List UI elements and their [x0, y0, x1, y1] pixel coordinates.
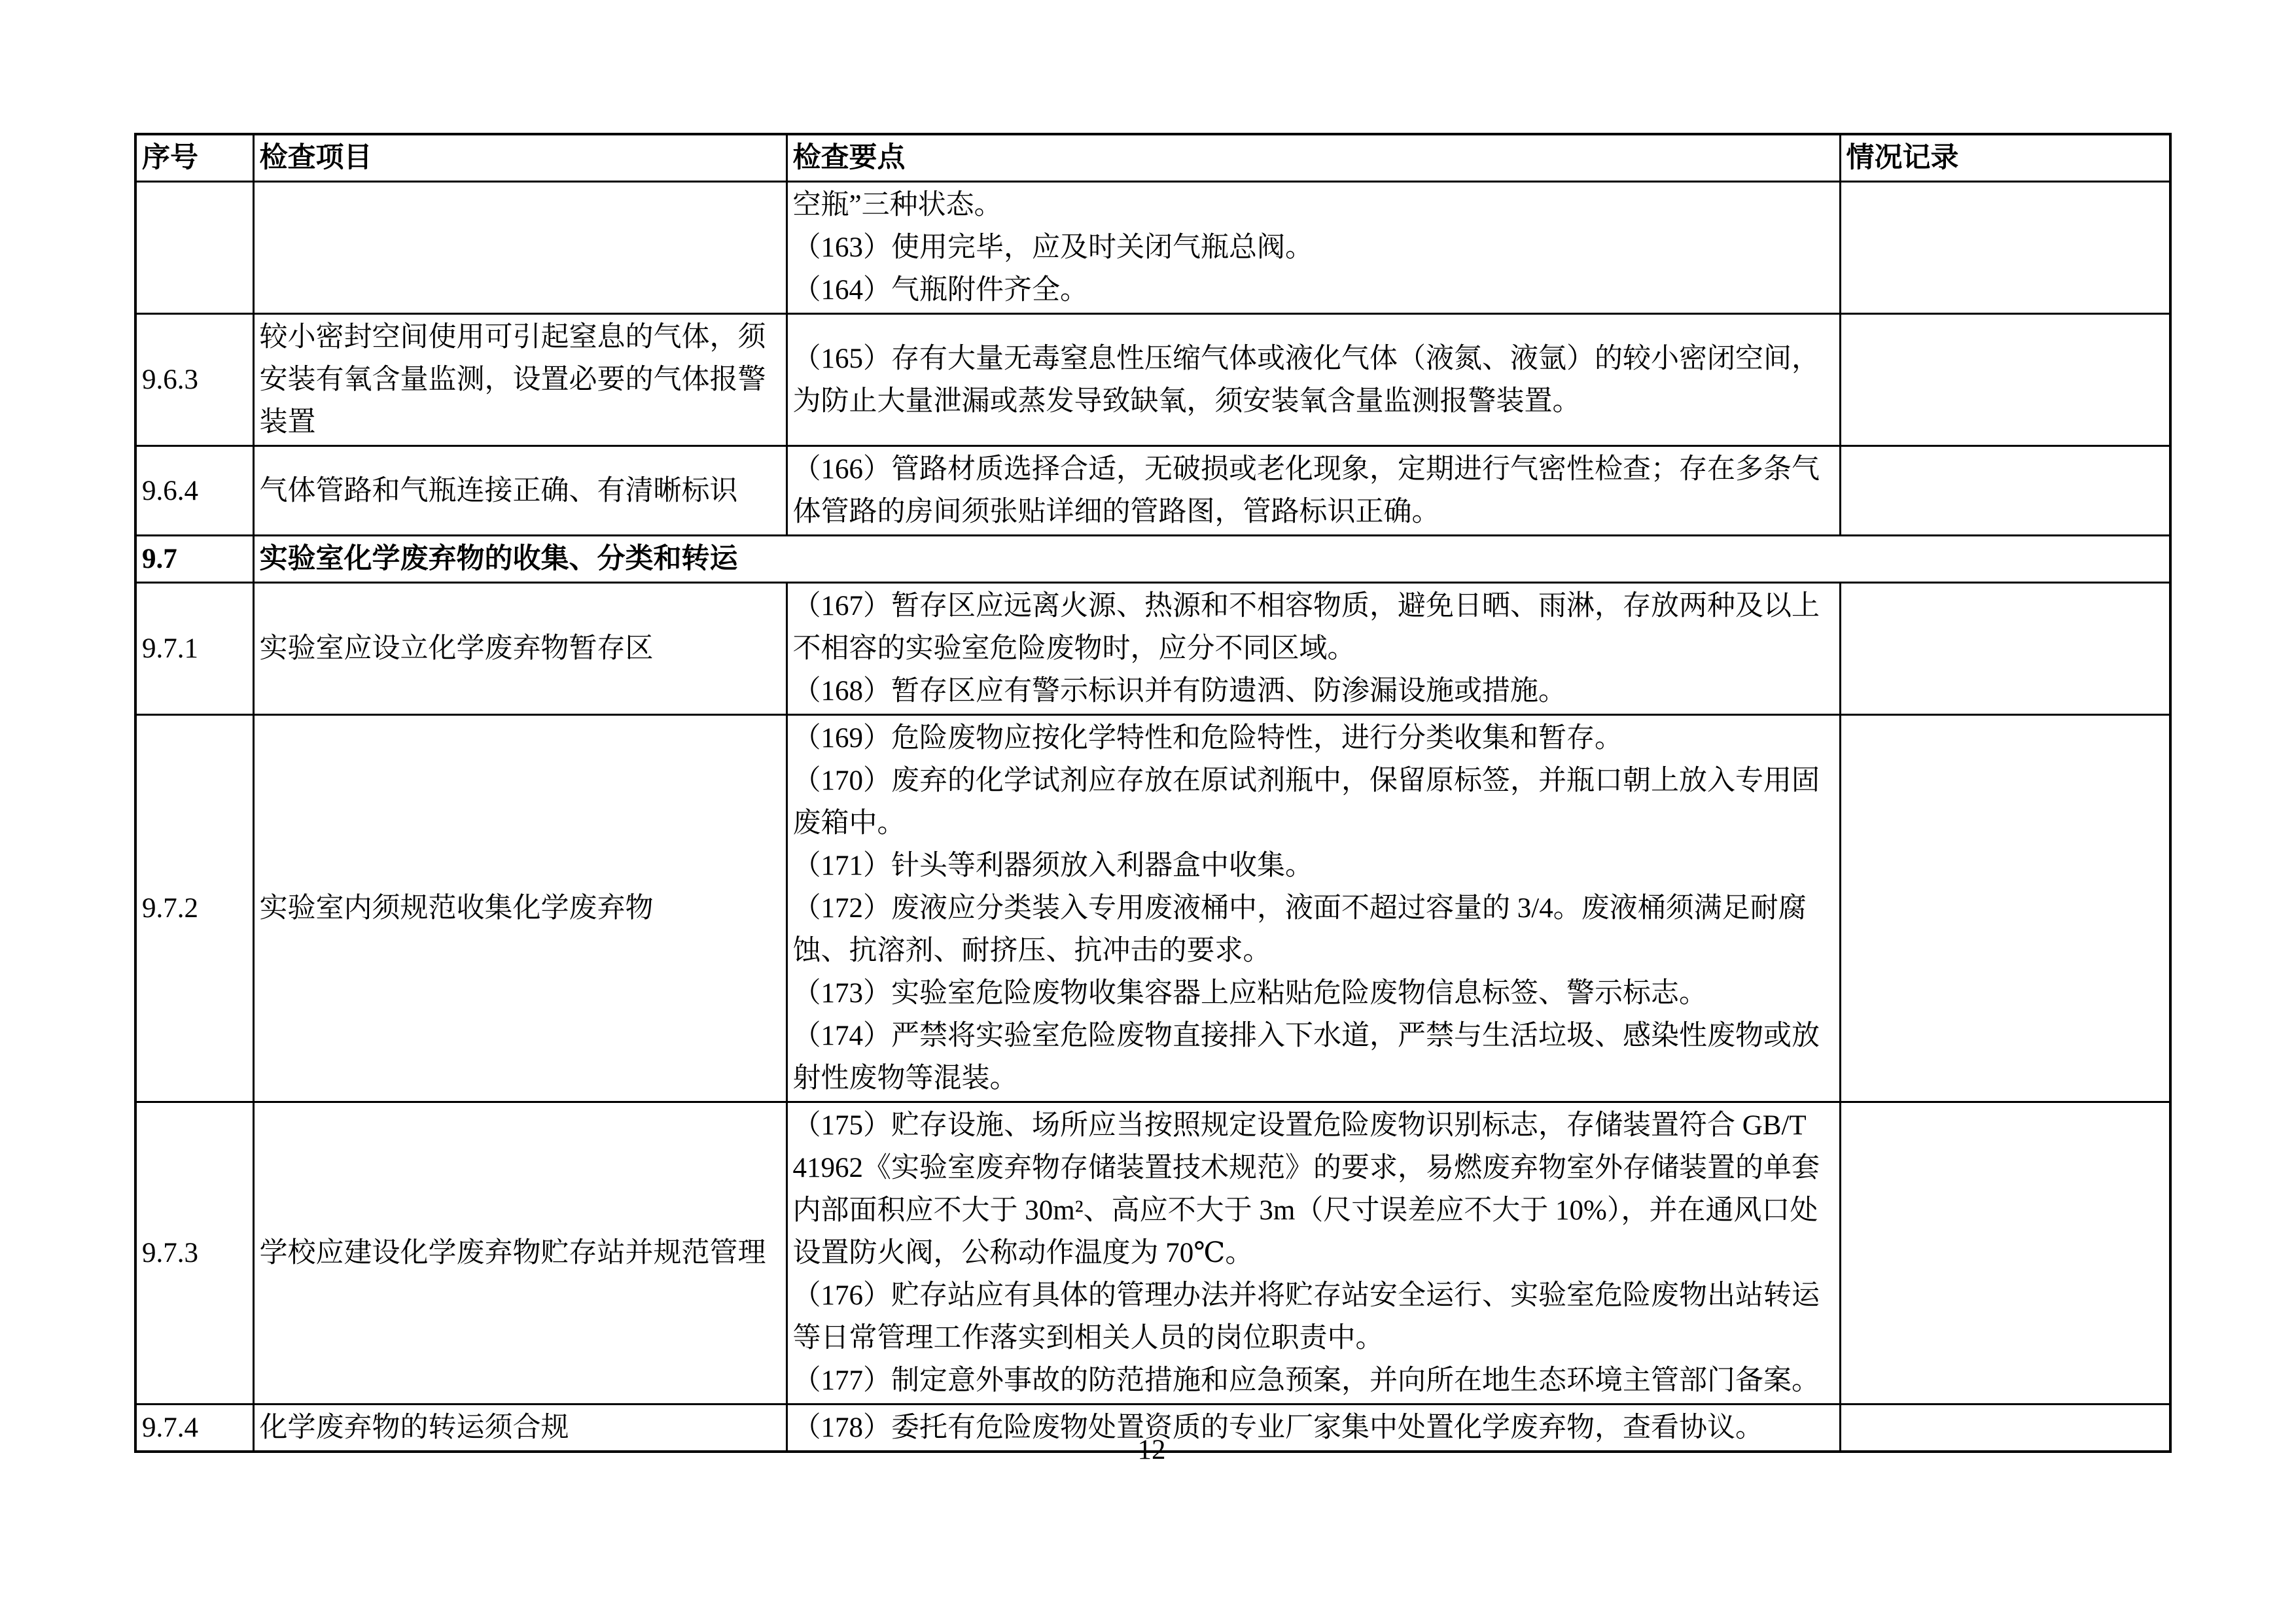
seq-cell: 9.7.3: [135, 1102, 253, 1405]
point-paragraph: （165）存有大量无毒窒息性压缩气体或液化气体（液氮、液氩）的较小密闭空间，为防止大量泄漏或蒸发导致缺氧，须安装氧含量监测报警装置。: [792, 343, 1820, 417]
section-title-cell: 实验室化学废弃物的收集、分类和转运: [253, 536, 2170, 583]
column-header-item: 检查项目: [253, 134, 786, 182]
points-cell: [786, 182, 1840, 314]
point-paragraph: （173）实验室危险废物收集容器上应粘贴危险废物信息标签、警示标志。: [792, 978, 1707, 1009]
points-cell: [786, 446, 1840, 536]
item-cell: 较小密封空间使用可引起窒息的气体，须安装有氧含量监测，设置必要的气体报警装置: [253, 314, 786, 446]
point-paragraph: （168）暂存区应有警示标识并有防遗洒、防渗漏设施或措施。: [792, 676, 1566, 707]
record-cell: [1840, 583, 2170, 715]
point-paragraph: （177）制定意外事故的防范措施和应急预案，并向所在地生态环境主管部门备案。: [792, 1365, 1820, 1396]
seq-cell: 9.7.1: [135, 583, 253, 715]
record-cell: [1840, 314, 2170, 446]
table-row: [135, 446, 2170, 536]
column-header-seq: 序号: [135, 134, 253, 182]
point-paragraph: 空瓶”三种状态。: [792, 190, 1002, 220]
point-paragraph: （164）气瓶附件齐全。: [792, 275, 1088, 305]
seq-cell: 9.7.2: [135, 715, 253, 1102]
point-paragraph: （170）废弃的化学试剂应存放在原试剂瓶中，保留原标签，并瓶口朝上放入专用固废箱中。: [792, 765, 1820, 839]
table-row: [135, 715, 2170, 1102]
points-cell: [786, 1102, 1840, 1405]
table-row: [135, 182, 2170, 314]
table-row: [135, 583, 2170, 715]
item-cell: 实验室应设立化学废弃物暂存区: [253, 583, 786, 715]
points-cell: [786, 314, 1840, 446]
table-header-row: [135, 134, 2170, 182]
record-cell: [1840, 1102, 2170, 1405]
column-header-record: 情况记录: [1840, 134, 2170, 182]
section-header-row: [135, 536, 2170, 583]
item-cell: 实验室内须规范收集化学废弃物: [253, 715, 786, 1102]
points-cell: [786, 715, 1840, 1102]
point-paragraph: （172）废液应分类装入专用废液桶中，液面不超过容量的 3/4。废液桶须满足耐腐蚀、抗溶剂、耐挤压、抗冲击的要求。: [792, 893, 1807, 966]
point-paragraph: （169）危险废物应按化学特性和危险特性，进行分类收集和暂存。: [792, 723, 1623, 754]
table-row: [135, 314, 2170, 446]
point-paragraph: （175）贮存设施、场所应当按照规定设置危险废物识别标志，存储装置符合 GB/T 41962《实验室废弃物存储装置技术规范》的要求，易燃废弃物室外存储装置的单套内部面积应不大于 30m²、高应不大于 3m（尺寸误差应不大于 10%），并在通风口处设置防火阀，公称动作温度为 70℃。: [792, 1110, 1820, 1268]
point-paragraph: （174）严禁将实验室危险废物直接排入下水道，严禁与生活垃圾、感染性废物或放射性废物等混装。: [792, 1021, 1820, 1094]
seq-cell: 9.7.4: [135, 1405, 253, 1452]
point-paragraph: （176）贮存站应有具体的管理办法并将贮存站安全运行、实验室危险废物出站转运等日常管理工作落实到相关人员的岗位职责中。: [792, 1280, 1820, 1353]
item-cell: 化学废弃物的转运须合规: [253, 1405, 786, 1452]
seq-cell: 9.7: [135, 536, 253, 583]
record-cell: [1840, 182, 2170, 314]
point-paragraph: （178）委托有危险废物处置资质的专业厂家集中处置化学废弃物，查看协议。: [792, 1412, 1763, 1443]
column-header-points: 检查要点: [786, 134, 1840, 182]
seq-cell: [135, 182, 253, 314]
point-paragraph: （166）管路材质选择合适，无破损或老化现象，定期进行气密性检查；存在多条气体管路的房间须张贴详细的管路图，管路标识正确。: [792, 454, 1820, 527]
inspection-checklist-table: [134, 133, 2172, 1453]
points-cell: [786, 583, 1840, 715]
item-cell: 学校应建设化学废弃物贮存站并规范管理: [253, 1102, 786, 1405]
point-paragraph: （167）暂存区应远离火源、热源和不相容物质，避免日晒、雨淋，存放两种及以上不相容的实验室危险废物时，应分不同区域。: [792, 591, 1820, 664]
item-cell: 气体管路和气瓶连接正确、有清晰标识: [253, 446, 786, 536]
page-number: 12: [1137, 1435, 1166, 1465]
table-row: [135, 1102, 2170, 1405]
seq-cell: 9.6.4: [135, 446, 253, 536]
item-cell: [253, 182, 786, 314]
record-cell: [1840, 446, 2170, 536]
seq-cell: 9.6.3: [135, 314, 253, 446]
record-cell: [1840, 715, 2170, 1102]
point-paragraph: （171）针头等利器须放入利器盒中收集。: [792, 850, 1313, 881]
point-paragraph: （163）使用完毕，应及时关闭气瓶总阀。: [792, 232, 1313, 263]
